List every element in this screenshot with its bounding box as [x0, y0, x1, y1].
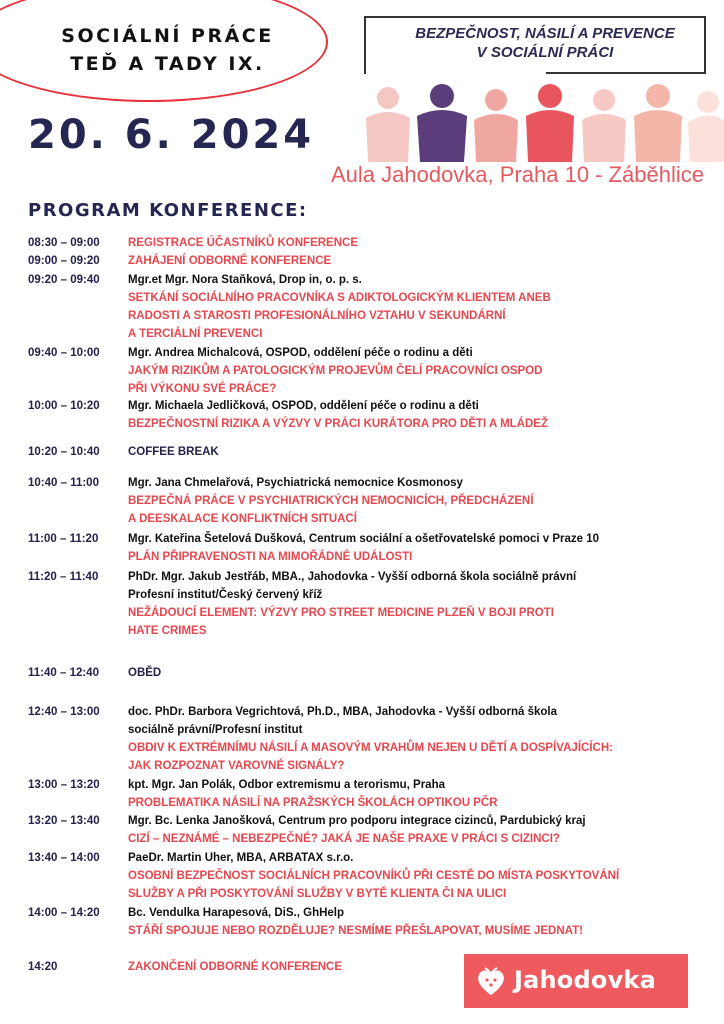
item-time: 12:40 – 13:00 [28, 706, 100, 718]
person-figure-7 [688, 91, 724, 162]
strawberry-heart-icon [474, 964, 508, 998]
item-speaker: Mgr. Andrea Michalcová, OSPOD, oddělení péče o rodinu a děti [128, 347, 473, 359]
series-title: SOCIÁLNÍ PRÁCE TEĎ A TADY IX. [61, 25, 274, 75]
item-time: 10:00 – 10:20 [28, 400, 100, 412]
item-speaker: Mgr. Kateřina Šetelová Dušková, Centrum sociální a ošetřovatelské pomoci v Praze 10 [128, 533, 600, 545]
venue: Aula Jahodovka, Praha 10 - Záběhlice [330, 162, 704, 187]
item-speaker: PhDr. Mgr. Jakub Jestřáb, MBA., Jahodovka - Vyšší odborná škola sociálně právní Profesní institut/Český červený kříž [128, 571, 577, 601]
item-speaker: doc. PhDr. Barbora Vegrichtová, Ph.D., MBA, Jahodovka - Vyšší odborná škola sociálně právní/Profesní institut [128, 706, 558, 736]
item-time: 09:20 – 09:40 [28, 274, 100, 286]
person-figure-1 [366, 87, 410, 162]
person-figure-2 [417, 84, 467, 162]
item-speaker: Bc. Vendulka Harapesová, DiS., GhHelp [128, 907, 345, 919]
logo-text: Jahodovka [514, 966, 656, 994]
jahodovka-logo [464, 954, 688, 1008]
item-time: 13:20 – 13:40 [28, 815, 100, 827]
item-time: 09:00 – 09:20 [28, 255, 100, 267]
item-speaker: Mgr. Bc. Lenka Janošková, Centrum pro podporu integrace cizinců, Pardubický kraj [128, 815, 586, 827]
item-topic: OSOBNÍ BEZPEČNOST SOCIÁLNÍCH PRACOVNÍKŮ PŘI CESTĚ DO MÍSTA POSKYTOVÁNÍ SLUŽBY A PŘI POSKYTOVÁNÍ SLUŽBY V BYTĚ KLIENTA ČI NA ULICI [128, 870, 620, 900]
item-topic: BEZPEČNÁ PRÁCE V PSYCHIATRICKÝCH NEMOCNICÍCH, PŘEDCHÁZENÍ A DEESKALACE KONFLIKTNÍCH SITUACÍ [128, 495, 534, 525]
item-topic: REGISTRACE ÚČASTNÍKŮ KONFERENCE [128, 237, 359, 249]
conference-date: 20. 6. 2024 [28, 112, 315, 158]
item-speaker: Mgr.et Mgr. Nora Staňková, Drop in, o. p. s. [128, 274, 362, 286]
person-figure-6 [634, 84, 682, 162]
item-time: 09:40 – 10:00 [28, 347, 100, 359]
item-topic: JAKÝM RIZIKŮM A PATOLOGICKÝM PROJEVŮM ČELÍ PRACOVNÍCI OSPOD PŘI VÝKONU SVÉ PRÁCE? [128, 365, 543, 395]
item-topic: PLÁN PŘIPRAVENOSTI NA MIMOŘÁDNÉ UDÁLOSTI [128, 551, 413, 563]
coffee-break-label: COFFEE BREAK [128, 446, 219, 458]
person-figure-5 [582, 89, 626, 162]
person-figure-4 [526, 84, 574, 162]
topic-frame-bottom [546, 72, 706, 74]
item-speaker: Mgr. Michaela Jedličková, OSPOD, oddělení péče o rodinu a děti [128, 400, 479, 412]
item-topic: OBDIV K EXTRÉMNÍMU NÁSILÍ A MASOVÝM VRAHŮM NEJEN U DĚTÍ A DOSPÍVAJÍCÍCH: JAK ROZPOZNAT VAROVNÉ SIGNÁLY? [128, 742, 613, 772]
item-time: 11:40 – 12:40 [28, 667, 99, 679]
item-topic: ZAHÁJENÍ ODBORNÉ KONFERENCE [128, 255, 332, 267]
item-time: 10:40 – 11:00 [28, 477, 99, 489]
item-topic: STÁŘÍ SPOJUJE NEBO ROZDĚLUJE? NESMÍME PŘEŠLAPOVAT, MUSÍME JEDNAT! [128, 925, 583, 937]
item-speaker: PaeDr. Martin Uher, MBA, ARBATAX s.r.o. [128, 852, 354, 864]
item-time: 13:40 – 14:00 [28, 852, 100, 864]
item-speaker: kpt. Mgr. Jan Polák, Odbor extremismu a terorismu, Praha [128, 779, 445, 791]
item-time: 10:20 – 10:40 [28, 446, 100, 458]
people-illustration [362, 82, 724, 162]
item-topic: CIZÍ – NEZNÁMÉ – NEBEZPEČNÉ? JAKÁ JE NAŠE PRAXE V PRÁCI S CIZINCI? [128, 833, 560, 845]
item-time: 11:00 – 11:20 [28, 533, 99, 545]
item-speaker: Mgr. Jana Chmelařová, Psychiatrická nemocnice Kosmonosy [128, 477, 463, 489]
item-time: 14:20 [28, 961, 58, 973]
item-topic: ZAKONČENÍ ODBORNÉ KONFERENCE [128, 961, 343, 973]
item-topic: SETKÁNÍ SOCIÁLNÍHO PRACOVNÍKA S ADIKTOLOGICKÝM KLIENTEM ANEB RADOSTI A STAROSTI PROFESIONÁLNÍHO VZTAHU V SEKUNDÁRNÍ A TERCIÁLNÍ PREVENCI [128, 292, 551, 340]
item-topic: NEŽÁDOUCÍ ELEMENT: VÝZVY PRO STREET MEDICINE PLZEŇ V BOJI PROTI HATE CRIMES [128, 607, 554, 637]
program-heading: PROGRAM KONFERENCE: [28, 200, 308, 221]
item-time: 08:30 – 09:00 [28, 237, 100, 249]
conference-topic-title: BEZPEČNOST, NÁSILÍ A PREVENCE V SOCIÁLNÍ PRÁCI [415, 25, 675, 61]
item-time: 11:20 – 11:40 [28, 571, 99, 583]
item-topic: BEZPEČNOSTNÍ RIZIKA A VÝZVY V PRÁCI KURÁTORA PRO DĚTI A MLÁDEŽ [128, 418, 548, 430]
item-topic: PROBLEMATIKA NÁSILÍ NA PRAŽSKÝCH ŠKOLÁCH OPTIKOU PČR [128, 797, 498, 809]
item-time: 14:00 – 14:20 [28, 907, 100, 919]
lunch-label: OBĚD [128, 667, 162, 679]
person-figure-3 [474, 89, 518, 162]
item-time: 13:00 – 13:20 [28, 779, 100, 791]
